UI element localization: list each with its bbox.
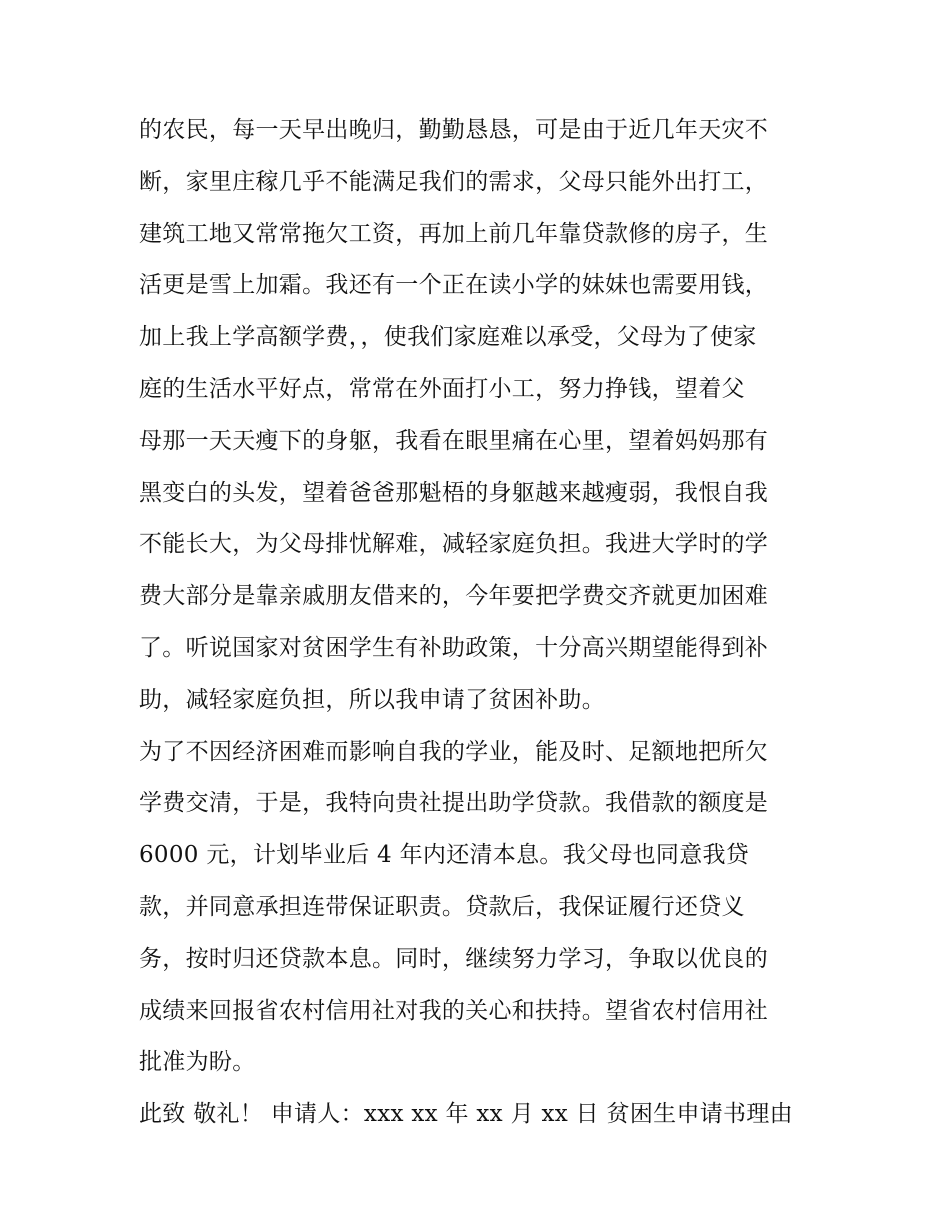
text-line: 6000 元，计划毕业后 4 年内还清本息。我父母也同意我贷: [139, 842, 750, 869]
text-line: 费大部分是靠亲戚朋友借来的，今年要把学费交齐就更加困难: [139, 583, 769, 610]
text-line: 为了不因经济困难而影响自我的学业，能及时、足额地把所欠: [139, 738, 769, 765]
text-line: 断，家里庄稼几乎不能满足我们的需求，父母只能外出打工，: [139, 168, 769, 195]
text-line: 成绩来回报省农村信用社对我的关心和扶持。望省农村信用社: [139, 997, 769, 1024]
text-line: 不能长大，为父母排忧解难，减轻家庭负担。我进大学时的学: [139, 531, 769, 558]
text-line: 母那一天天瘦下的身躯，我看在眼里痛在心里，望着妈妈那有: [139, 427, 769, 454]
text-line: 加上我上学高额学费，，使我们家庭难以承受，父母为了使家: [139, 324, 757, 351]
text-line: 款，并同意承担连带保证职责。贷款后，我保证履行还贷义: [139, 893, 745, 920]
text-line: 黑变白的头发，望着爸爸那魁梧的身躯越来越瘦弱，我恨自我: [139, 479, 769, 506]
text-line: 助，减轻家庭负担，所以我申请了贫困补助。: [139, 686, 605, 713]
text-line: 活更是雪上加霜。我还有一个正在读小学的妹妹也需要用钱，: [139, 272, 769, 299]
text-line: 庭的生活水平好点，常常在外面打小工，努力挣钱，望着父: [139, 375, 745, 402]
text-line: 的农民，每一天早出晚归，勤勤恳恳，可是由于近几年天灾不: [139, 117, 769, 143]
text-line: 了。听说国家对贫困学生有补助政策，十分高兴期望能得到补: [139, 634, 769, 661]
text-line: 务，按时归还贷款本息。同时，继续努力学习，争取以优良的: [139, 945, 769, 972]
text-line: 批准为盼。: [139, 1049, 256, 1076]
document-body: [139, 108, 819, 1144]
text-line: 此致 敬礼！ 申请人：xxx xx 年 xx 月 xx 日 贫困生申请书理由: [139, 1101, 793, 1128]
text-line: 建筑工地又常常拖欠工资，再加上前几年靠贷款修的房子，生: [139, 220, 769, 247]
text-line: 学费交清，于是，我特向贵社提出助学贷款。我借款的额度是: [139, 790, 769, 817]
